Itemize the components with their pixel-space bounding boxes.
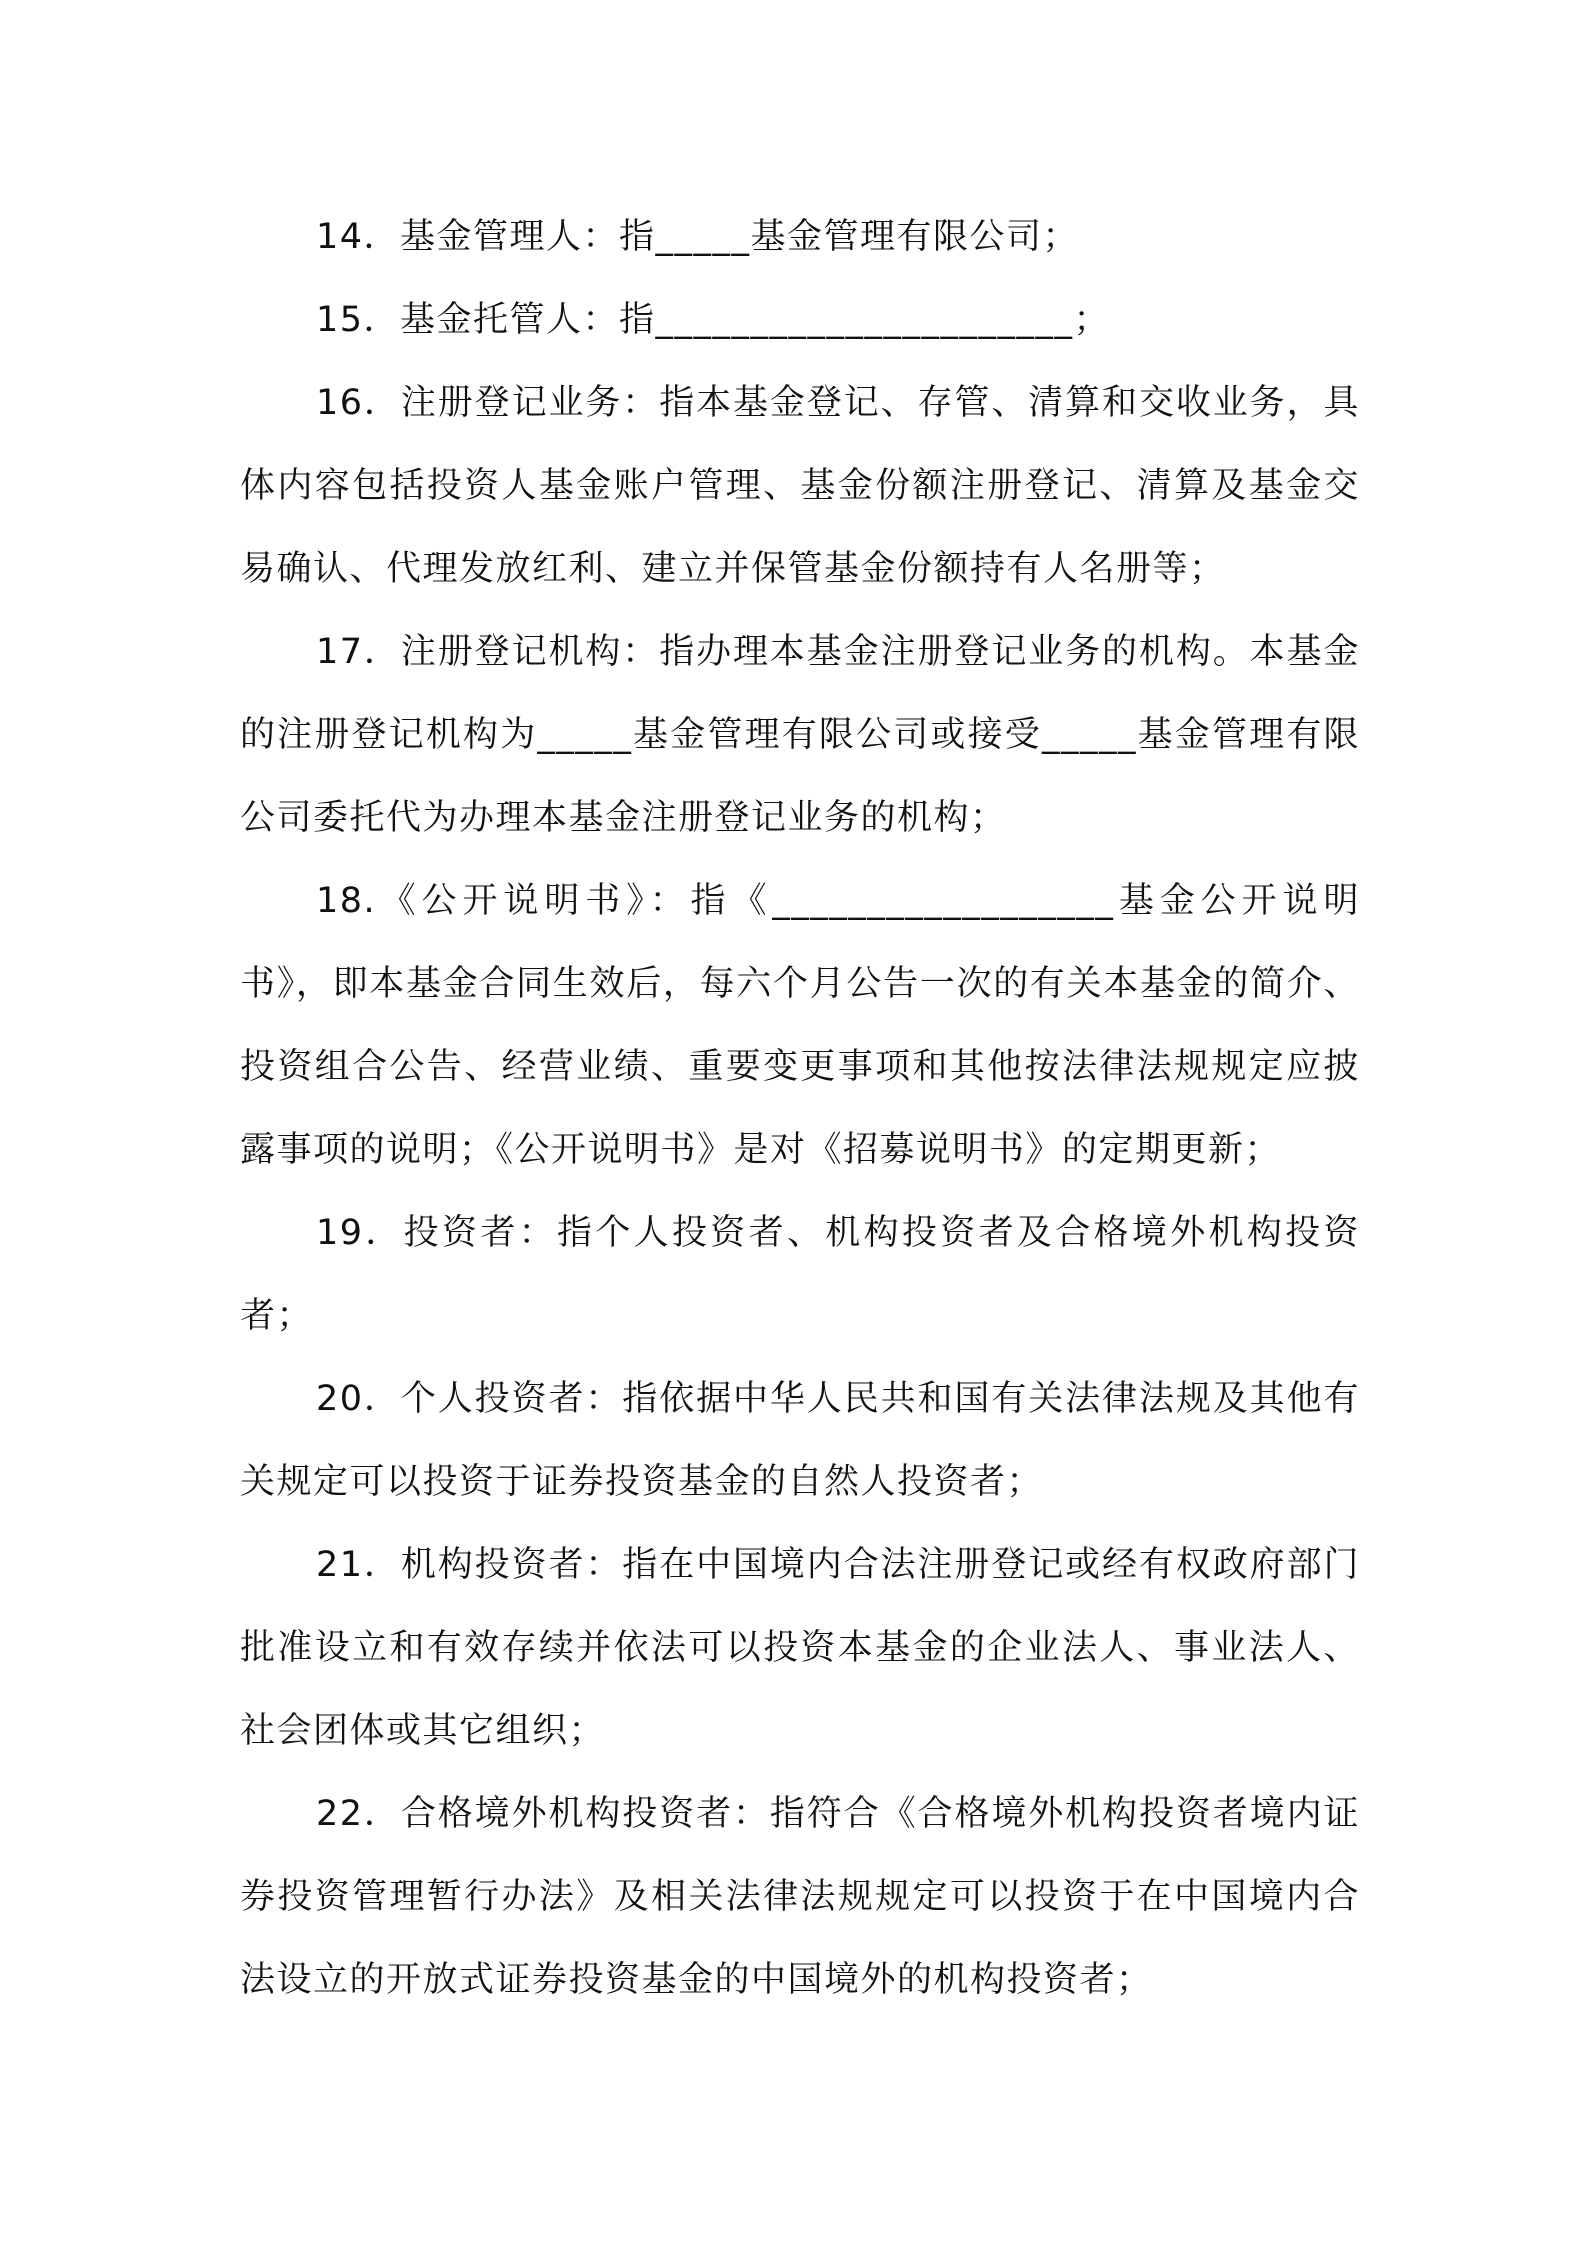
definition-16: 16．注册登记业务：指本基金登记、存管、清算和交收业务，具体内容包括投资人基金账户管理、基金份额注册登记、清算及基金交易确认、代理发放红利、建立并保管基金份额持有人名册等； [240,383,1360,589]
definition-15: 15．基金托管人：指______________________； [316,300,1111,340]
definition-18: 18.《公开说明书》：指《__________________基金公开说明书》，即本基金合同生效后，每六个月公告一次的有关本基金的简介、投资组合公告、经营业绩、重要变更事项和其他按法律法规规定应披露事项的说明；《公开说明书》是对《招募说明书》的定期更新； [240,881,1360,1170]
document-body [240,196,1360,2022]
definition-22: 22．合格境外机构投资者：指符合《合格境外机构投资者境内证券投资管理暂行办法》及相关法律法规规定可以投资于在中国境内合法设立的开放式证券投资基金的中国境外的机构投资者； [240,1794,1360,2000]
definition-21: 21．机构投资者：指在中国境内合法注册登记或经有权政府部门批准设立和有效存续并依法可以投资本基金的企业法人、事业法人、社会团体或其它组织； [240,1545,1360,1751]
definition-20: 20．个人投资者：指依据中华人民共和国有关法律法规及其他有关规定可以投资于证券投资基金的自然人投资者； [240,1379,1360,1502]
definition-17: 17．注册登记机构：指办理本基金注册登记业务的机构。本基金的注册登记机构为_____基金管理有限公司或接受_____基金管理有限公司委托代为办理本基金注册登记业务的机构； [240,632,1360,838]
definition-14: 14．基金管理人：指_____基金管理有限公司； [316,217,1080,257]
definition-19: 19．投资者：指个人投资者、机构投资者及合格境外机构投资者； [240,1213,1360,1336]
